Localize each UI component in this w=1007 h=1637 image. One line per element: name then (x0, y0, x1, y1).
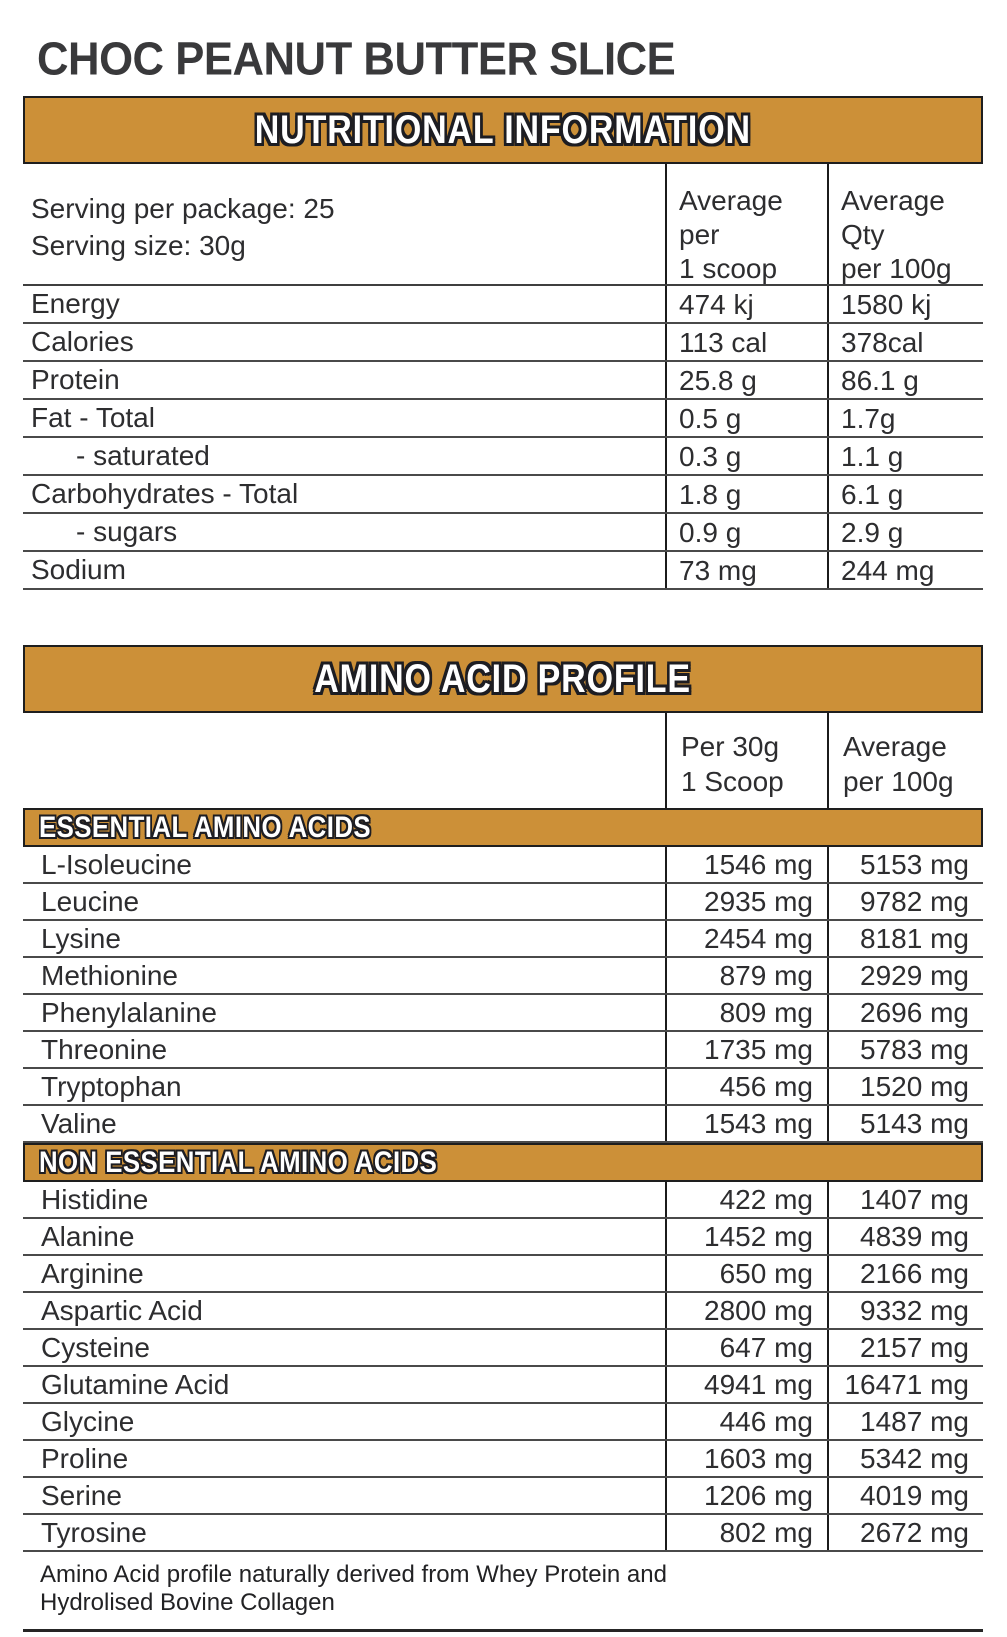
row-value-per-serve: 802 mg (665, 1515, 827, 1550)
nutrition-banner-title: NUTRITIONAL INFORMATION (254, 107, 752, 152)
serving-size: Serving size: 30g (31, 230, 246, 261)
row-value-per-serve: 73 mg (665, 552, 827, 588)
nutrition-row (23, 438, 983, 476)
amino-acid-row (23, 1106, 983, 1143)
column-header-line: per (679, 219, 720, 250)
row-value-per-serve: 474 kj (665, 286, 827, 322)
amino-acid-row (23, 921, 983, 958)
amino-acid-row (23, 1069, 983, 1106)
row-value-per-100g: 2166 mg (827, 1256, 983, 1291)
row-label: Tryptophan (41, 1071, 182, 1102)
nutrition-table (23, 96, 983, 590)
row-value-per-100g: 1.1 g (827, 438, 983, 474)
row-value-per-serve: 2935 mg (665, 884, 827, 919)
row-value-per-100g: 6.1 g (827, 476, 983, 512)
row-value-per-100g: 4839 mg (827, 1219, 983, 1254)
column-header-line: per 100g (843, 766, 954, 797)
row-value-per-100g: 5143 mg (827, 1106, 983, 1141)
amino-acid-table (23, 645, 983, 1632)
row-value-per-serve: 650 mg (665, 1256, 827, 1291)
row-value-per-serve: 113 cal (665, 324, 827, 360)
amino-banner-title: AMINO ACID PROFILE (314, 656, 692, 701)
row-value-per-serve: 1206 mg (665, 1478, 827, 1513)
nutrition-rows (23, 286, 983, 590)
amino-acid-row (23, 1182, 983, 1219)
row-value-per-serve: 2454 mg (665, 921, 827, 956)
row-value-per-serve: 879 mg (665, 958, 827, 993)
nutrition-row (23, 514, 983, 552)
amino-acid-row (23, 847, 983, 884)
amino-header-row (23, 713, 983, 808)
row-value-per-serve: 4941 mg (665, 1367, 827, 1402)
column-header-line: per 100g (841, 253, 952, 284)
row-value-per-100g: 2157 mg (827, 1330, 983, 1365)
amino-footnote (23, 1552, 983, 1632)
row-value-per-100g: 5783 mg (827, 1032, 983, 1067)
row-label: Tyrosine (41, 1517, 147, 1548)
row-value-per-100g: 4019 mg (827, 1478, 983, 1513)
row-label: Fat - Total (31, 402, 155, 433)
amino-acid-row (23, 1032, 983, 1069)
row-value-per-serve: 1735 mg (665, 1032, 827, 1067)
amino-acid-row (23, 1256, 983, 1293)
row-value-per-100g: 1.7g (827, 400, 983, 436)
row-value-per-serve: 0.9 g (665, 514, 827, 550)
amino-acid-row (23, 958, 983, 995)
row-label: Protein (31, 364, 120, 395)
row-value-per-serve: 647 mg (665, 1330, 827, 1365)
column-header-line: Average (843, 731, 947, 762)
row-label: Glutamine Acid (41, 1369, 230, 1400)
row-label: Phenylalanine (41, 997, 217, 1028)
amino-sections (23, 808, 983, 1552)
row-value-per-serve: 25.8 g (665, 362, 827, 398)
row-label: Aspartic Acid (41, 1295, 203, 1326)
row-label: Threonine (41, 1034, 168, 1065)
serving-info (23, 164, 665, 284)
row-value-per-100g: 1407 mg (827, 1182, 983, 1217)
row-label: Calories (31, 326, 134, 357)
amino-acid-row (23, 1367, 983, 1404)
row-value-per-serve: 446 mg (665, 1404, 827, 1439)
amino-section-heading: NON ESSENTIAL AMINO ACIDS (39, 1145, 438, 1179)
row-value-per-serve: 809 mg (665, 995, 827, 1030)
column-header-line: Average (841, 185, 945, 216)
column-header-per-100g (827, 164, 983, 284)
row-value-per-100g: 5342 mg (827, 1441, 983, 1476)
row-value-per-100g: 1487 mg (827, 1404, 983, 1439)
column-header-line: Qty (841, 219, 885, 250)
row-label: - sugars (76, 516, 178, 547)
amino-acid-row (23, 1330, 983, 1367)
footnote-line: Hydrolised Bovine Collagen (40, 1589, 335, 1616)
nutrition-banner (23, 96, 983, 164)
row-label: Energy (31, 288, 120, 319)
page-title: CHOC PEANUT BUTTER SLICE (37, 31, 676, 86)
row-value-per-100g: 378cal (827, 324, 983, 360)
row-value-per-serve: 0.3 g (665, 438, 827, 474)
row-value-per-100g: 86.1 g (827, 362, 983, 398)
nutrition-row (23, 286, 983, 324)
footnote-line: Amino Acid profile naturally derived from Whey Protein and (40, 1561, 667, 1588)
amino-section-banner (23, 1143, 983, 1182)
amino-acid-row (23, 995, 983, 1032)
row-label: Alanine (41, 1221, 135, 1252)
row-label: Serine (41, 1480, 122, 1511)
nutrition-row (23, 362, 983, 400)
amino-header-spacer (23, 713, 665, 808)
row-value-per-serve: 456 mg (665, 1069, 827, 1104)
row-label: Lysine (41, 923, 121, 954)
row-value-per-100g: 16471 mg (827, 1367, 983, 1402)
row-value-per-100g: 1520 mg (827, 1069, 983, 1104)
nutrition-row (23, 552, 983, 590)
row-label: Carbohydrates - Total (31, 478, 299, 509)
column-header-line: Average (679, 185, 783, 216)
row-label: - saturated (76, 440, 210, 471)
row-label: Histidine (41, 1184, 149, 1215)
row-label: Methionine (41, 960, 178, 991)
row-label: Arginine (41, 1258, 144, 1289)
row-value-per-100g: 9332 mg (827, 1293, 983, 1328)
nutrition-row (23, 476, 983, 514)
column-header-line: 1 Scoop (681, 766, 784, 797)
amino-section-heading: ESSENTIAL AMINO ACIDS (39, 810, 372, 844)
row-value-per-100g: 2672 mg (827, 1515, 983, 1550)
row-label: Leucine (41, 886, 140, 917)
amino-acid-row (23, 1515, 983, 1552)
row-label: L-Isoleucine (41, 849, 192, 880)
row-value-per-100g: 2696 mg (827, 995, 983, 1030)
amino-acid-row (23, 1478, 983, 1515)
row-value-per-serve: 1546 mg (665, 847, 827, 882)
column-header-line: Per 30g (681, 731, 780, 762)
row-value-per-100g: 5153 mg (827, 847, 983, 882)
amino-acid-row (23, 884, 983, 921)
amino-section-banner (23, 808, 983, 847)
row-value-per-serve: 2800 mg (665, 1293, 827, 1328)
row-value-per-100g: 2929 mg (827, 958, 983, 993)
amino-banner (23, 645, 983, 713)
column-header-per-scoop (665, 164, 827, 284)
row-value-per-serve: 1.8 g (665, 476, 827, 512)
row-value-per-serve: 0.5 g (665, 400, 827, 436)
nutrition-row (23, 324, 983, 362)
column-header-line: 1 scoop (679, 253, 778, 284)
row-value-per-100g: 8181 mg (827, 921, 983, 956)
row-label: Sodium (31, 554, 126, 585)
serving-per-package: Serving per package: 25 (31, 193, 335, 224)
amino-column-header-per-100g (827, 713, 983, 808)
row-value-per-serve: 1452 mg (665, 1219, 827, 1254)
row-value-per-100g: 1580 kj (827, 286, 983, 322)
row-label: Valine (41, 1108, 117, 1139)
row-label: Proline (41, 1443, 129, 1474)
nutrition-header-row (23, 164, 983, 286)
row-value-per-100g: 2.9 g (827, 514, 983, 550)
amino-acid-row (23, 1293, 983, 1330)
row-value-per-serve: 1603 mg (665, 1441, 827, 1476)
amino-acid-row (23, 1219, 983, 1256)
row-label: Cysteine (41, 1332, 150, 1363)
row-value-per-serve: 422 mg (665, 1182, 827, 1217)
amino-acid-row (23, 1404, 983, 1441)
amino-column-header-per-30g (665, 713, 827, 808)
row-value-per-serve: 1543 mg (665, 1106, 827, 1141)
row-value-per-100g: 244 mg (827, 552, 983, 588)
row-label: Glycine (41, 1406, 135, 1437)
row-value-per-100g: 9782 mg (827, 884, 983, 919)
nutrition-row (23, 400, 983, 438)
amino-acid-row (23, 1441, 983, 1478)
